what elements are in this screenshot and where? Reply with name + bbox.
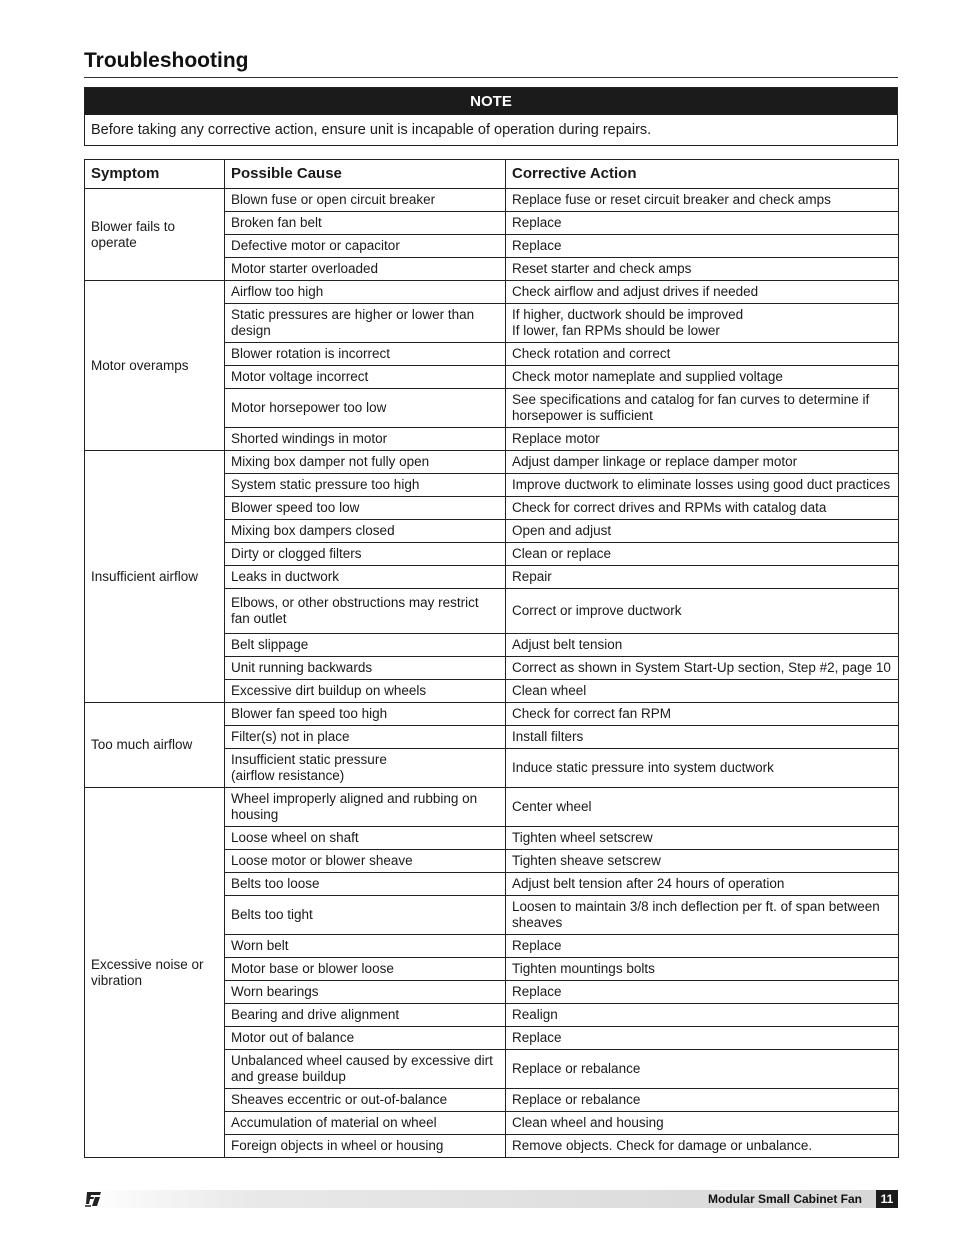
cause-cell: Shorted windings in motor — [225, 428, 506, 451]
cause-cell: Defective motor or capacitor — [225, 235, 506, 258]
action-cell: Replace fuse or reset circuit breaker and check amps — [506, 189, 899, 212]
cause-cell: Excessive dirt buildup on wheels — [225, 680, 506, 703]
action-cell: Tighten mountings bolts — [506, 958, 899, 981]
symptom-cell: Blower fails to operate — [85, 189, 225, 281]
cause-cell: Unbalanced wheel caused by excessive dirt and grease buildup — [225, 1050, 506, 1089]
action-cell: Adjust belt tension after 24 hours of operation — [506, 873, 899, 896]
action-cell: If higher, ductwork should be improved If lower, fan RPMs should be lower — [506, 304, 899, 343]
symptom-cell: Insufficient airflow — [85, 451, 225, 703]
cause-cell: Mixing box dampers closed — [225, 520, 506, 543]
action-cell: Correct or improve ductwork — [506, 589, 899, 634]
footer-page-number: 11 — [876, 1190, 898, 1208]
action-cell: Replace — [506, 212, 899, 235]
action-cell: Replace or rebalance — [506, 1089, 899, 1112]
cause-cell: Airflow too high — [225, 281, 506, 304]
action-cell: Replace — [506, 935, 899, 958]
action-cell: Check motor nameplate and supplied voltage — [506, 366, 899, 389]
note-text: Before taking any corrective action, ensure unit is incapable of operation during repairs. — [91, 122, 652, 138]
table-row — [85, 189, 899, 212]
action-cell: Clean wheel and housing — [506, 1112, 899, 1135]
cause-cell: Motor base or blower loose — [225, 958, 506, 981]
cause-cell: Blower fan speed too high — [225, 703, 506, 726]
cause-cell: Motor starter overloaded — [225, 258, 506, 281]
action-cell: Clean or replace — [506, 543, 899, 566]
action-cell: Replace — [506, 1027, 899, 1050]
action-cell: Tighten sheave setscrew — [506, 850, 899, 873]
header-possible-cause: Possible Cause — [225, 160, 506, 189]
troubleshooting-table-wrapper — [84, 159, 899, 1158]
cause-cell: Motor horsepower too low — [225, 389, 506, 428]
action-cell: Improve ductwork to eliminate losses using good duct practices — [506, 474, 899, 497]
action-cell: Replace or rebalance — [506, 1050, 899, 1089]
cause-cell: Insufficient static pressure (airflow resistance) — [225, 749, 506, 788]
cause-cell: Motor out of balance — [225, 1027, 506, 1050]
cause-cell: Motor voltage incorrect — [225, 366, 506, 389]
cause-cell: Bearing and drive alignment — [225, 1004, 506, 1027]
cause-cell: Worn belt — [225, 935, 506, 958]
action-cell: Clean wheel — [506, 680, 899, 703]
cause-cell: Filter(s) not in place — [225, 726, 506, 749]
action-cell: Check for correct fan RPM — [506, 703, 899, 726]
action-cell: Replace motor — [506, 428, 899, 451]
table-row — [85, 703, 899, 726]
action-cell: Remove objects. Check for damage or unbalance. — [506, 1135, 899, 1158]
cause-cell: Static pressures are higher or lower than design — [225, 304, 506, 343]
action-cell: Install filters — [506, 726, 899, 749]
greenheck-logo-icon — [84, 1191, 102, 1207]
table-row — [85, 788, 899, 827]
cause-cell: Leaks in ductwork — [225, 566, 506, 589]
cause-cell: Worn bearings — [225, 981, 506, 1004]
action-cell: Repair — [506, 566, 899, 589]
action-cell: Reset starter and check amps — [506, 258, 899, 281]
action-cell: Open and adjust — [506, 520, 899, 543]
troubleshooting-table — [84, 159, 899, 1158]
action-cell: Correct as shown in System Start-Up section, Step #2, page 10 — [506, 657, 899, 680]
cause-cell: Blower speed too low — [225, 497, 506, 520]
note-box — [84, 87, 898, 146]
symptom-cell: Motor overamps — [85, 281, 225, 451]
cause-cell: Accumulation of material on wheel — [225, 1112, 506, 1135]
action-cell: Adjust belt tension — [506, 634, 899, 657]
action-cell: Replace — [506, 235, 899, 258]
cause-cell: Dirty or clogged filters — [225, 543, 506, 566]
cause-cell: Mixing box damper not fully open — [225, 451, 506, 474]
action-cell: Tighten wheel setscrew — [506, 827, 899, 850]
header-symptom: Symptom — [85, 160, 225, 189]
cause-cell: Belts too tight — [225, 896, 506, 935]
cause-cell: Sheaves eccentric or out-of-balance — [225, 1089, 506, 1112]
cause-cell: Elbows, or other obstructions may restrict fan outlet — [225, 589, 506, 634]
title-divider — [84, 77, 898, 78]
note-header: NOTE — [85, 88, 897, 115]
action-cell: Replace — [506, 981, 899, 1004]
cause-cell: Loose wheel on shaft — [225, 827, 506, 850]
cause-cell: Loose motor or blower sheave — [225, 850, 506, 873]
action-cell: Check for correct drives and RPMs with catalog data — [506, 497, 899, 520]
action-cell: Adjust damper linkage or replace damper motor — [506, 451, 899, 474]
action-cell: Realign — [506, 1004, 899, 1027]
action-cell: Center wheel — [506, 788, 899, 827]
cause-cell: Foreign objects in wheel or housing — [225, 1135, 506, 1158]
action-cell: Induce static pressure into system ductwork — [506, 749, 899, 788]
cause-cell: Unit running backwards — [225, 657, 506, 680]
table-row — [85, 281, 899, 304]
cause-cell: Blower rotation is incorrect — [225, 343, 506, 366]
cause-cell: Broken fan belt — [225, 212, 506, 235]
symptom-cell: Too much airflow — [85, 703, 225, 788]
symptom-cell: Excessive noise or vibration — [85, 788, 225, 1158]
cause-cell: Blown fuse or open circuit breaker — [225, 189, 506, 212]
cause-cell: Belts too loose — [225, 873, 506, 896]
table-row — [85, 451, 899, 474]
action-cell: See specifications and catalog for fan curves to determine if horsepower is sufficient — [506, 389, 899, 428]
cause-cell: Belt slippage — [225, 634, 506, 657]
action-cell: Check rotation and correct — [506, 343, 899, 366]
table-header-row — [85, 160, 899, 189]
page-title: Troubleshooting — [84, 49, 249, 72]
action-cell: Check airflow and adjust drives if needed — [506, 281, 899, 304]
cause-cell: System static pressure too high — [225, 474, 506, 497]
table-body — [85, 189, 899, 1158]
header-corrective-action: Corrective Action — [506, 160, 899, 189]
cause-cell: Wheel improperly aligned and rubbing on housing — [225, 788, 506, 827]
action-cell: Loosen to maintain 3/8 inch deflection per ft. of span between sheaves — [506, 896, 899, 935]
footer-document-title: Modular Small Cabinet Fan — [707, 1192, 862, 1206]
